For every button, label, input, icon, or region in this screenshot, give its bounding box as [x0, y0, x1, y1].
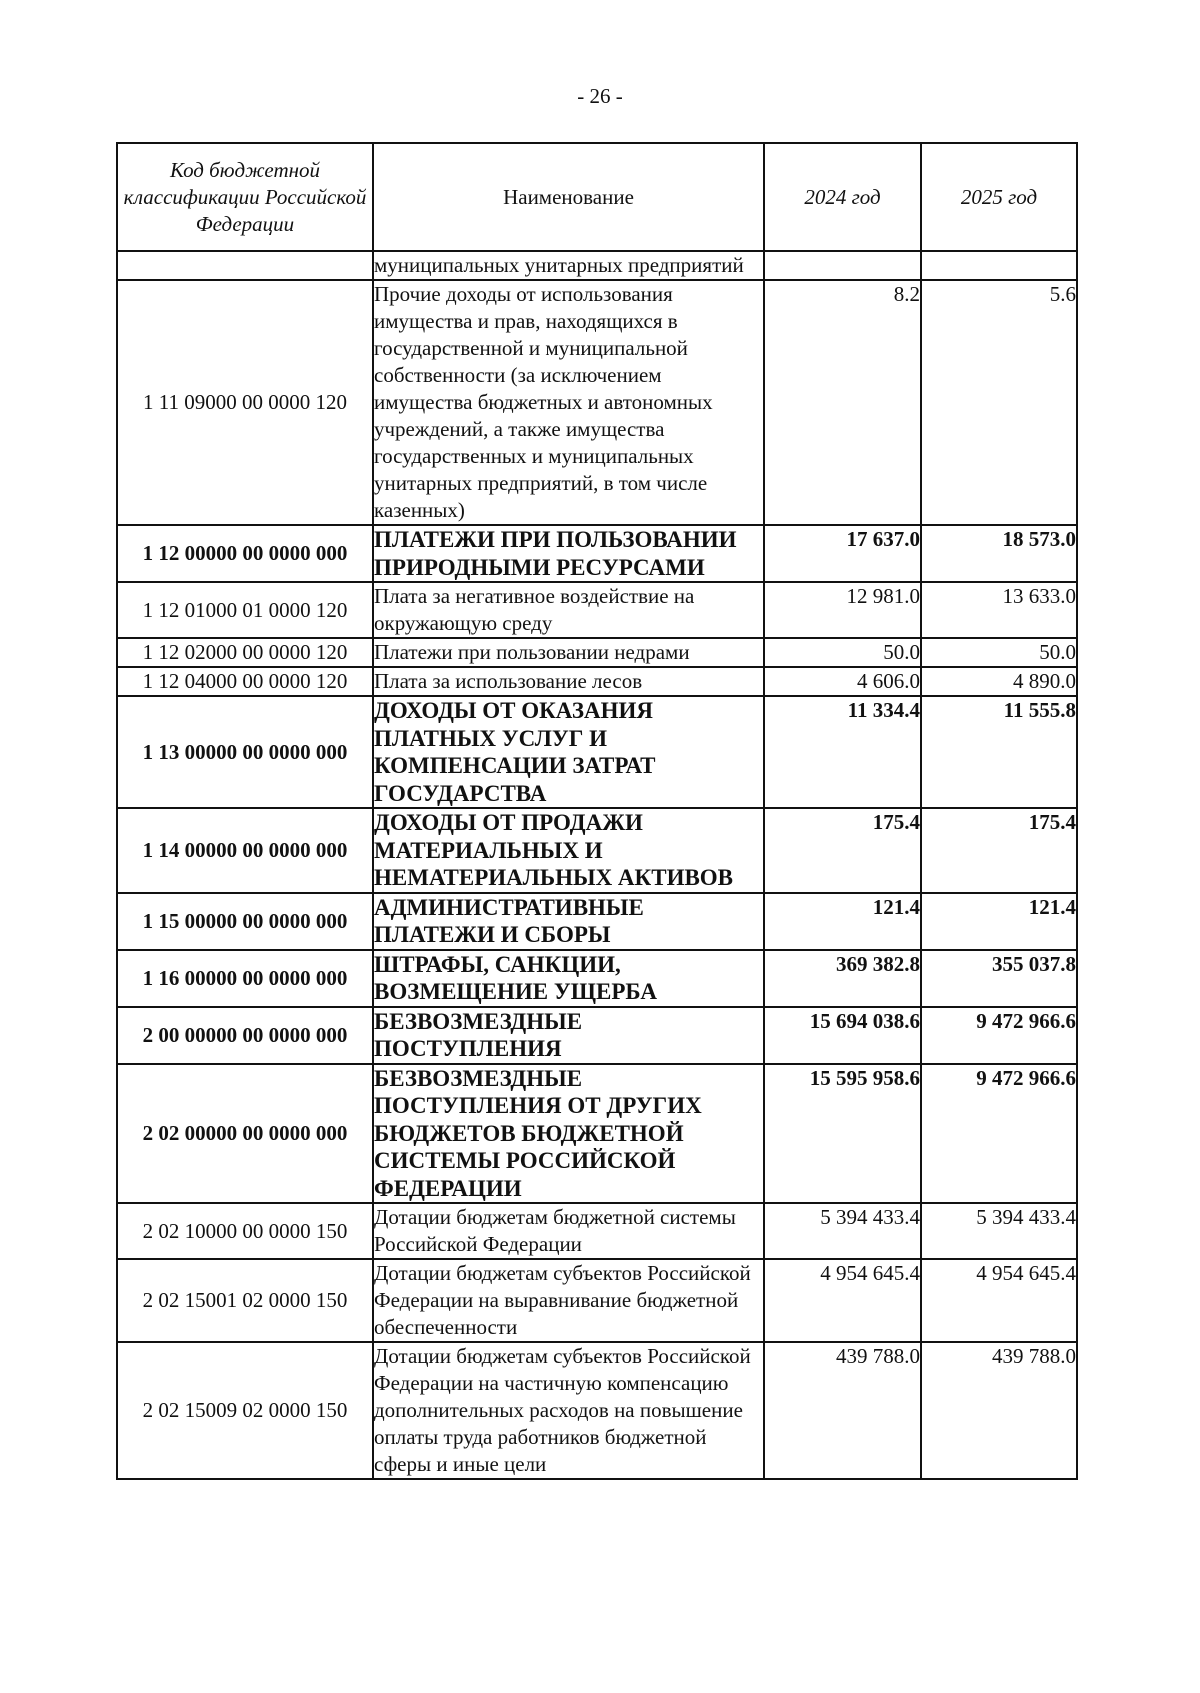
row-name-cell: Дотации бюджетам субъектов Российской Федерации на частичную компенсацию дополнительных расходов на повышение оплаты труда работников бюджетной сферы и иные цели — [373, 1342, 764, 1479]
row-code-cell: 1 16 00000 00 0000 000 — [117, 950, 373, 1007]
table-body — [117, 251, 1077, 1479]
row-2024-value: 15 595 958.6 — [764, 1064, 921, 1204]
row-name-cell: Плата за использование лесов — [373, 667, 764, 696]
table-row — [117, 667, 1077, 696]
row-2024-value: 8.2 — [764, 280, 921, 525]
row-name-cell: Дотации бюджетам субъектов Российской Федерации на выравнивание бюджетной обеспеченности — [373, 1259, 764, 1342]
row-2024-value: 17 637.0 — [764, 525, 921, 582]
row-2025-value: 18 573.0 — [921, 525, 1077, 582]
row-code-cell: 2 02 00000 00 0000 000 — [117, 1064, 373, 1204]
table-row — [117, 280, 1077, 525]
row-name-cell: муниципальных унитарных предприятий — [373, 251, 764, 280]
row-2024-value: 5 394 433.4 — [764, 1203, 921, 1259]
row-name-cell: БЕЗВОЗМЕЗДНЫЕ ПОСТУПЛЕНИЯ ОТ ДРУГИХ БЮДЖЕТОВ БЮДЖЕТНОЙ СИСТЕМЫ РОССИЙСКОЙ ФЕДЕРАЦИИ — [373, 1064, 764, 1204]
row-code-cell: 2 02 15009 02 0000 150 — [117, 1342, 373, 1479]
header-code: Код бюджетной классификации Российской Федерации — [117, 143, 373, 251]
row-code-cell: 1 12 00000 00 0000 000 — [117, 525, 373, 582]
row-2024-value — [764, 251, 921, 280]
row-2024-value: 50.0 — [764, 638, 921, 667]
row-2024-value: 4 954 645.4 — [764, 1259, 921, 1342]
row-code-cell: 1 14 00000 00 0000 000 — [117, 808, 373, 893]
row-2025-value: 50.0 — [921, 638, 1077, 667]
page-number: - 26 - — [577, 84, 623, 108]
row-code-cell: 2 02 15001 02 0000 150 — [117, 1259, 373, 1342]
table-row — [117, 808, 1077, 893]
row-2024-value: 12 981.0 — [764, 582, 921, 638]
table-row — [117, 1259, 1077, 1342]
row-code-cell: 1 15 00000 00 0000 000 — [117, 893, 373, 950]
row-2025-value: 355 037.8 — [921, 950, 1077, 1007]
row-2025-value: 5 394 433.4 — [921, 1203, 1077, 1259]
table-row — [117, 1203, 1077, 1259]
row-2025-value: 121.4 — [921, 893, 1077, 950]
budget-table — [116, 142, 1078, 1480]
row-2025-value: 175.4 — [921, 808, 1077, 893]
row-2025-value: 4 890.0 — [921, 667, 1077, 696]
row-2025-value — [921, 251, 1077, 280]
table-row — [117, 251, 1077, 280]
row-name-cell: БЕЗВОЗМЕЗДНЫЕ ПОСТУПЛЕНИЯ — [373, 1007, 764, 1064]
row-code-cell — [117, 251, 373, 280]
row-code-cell: 1 11 09000 00 0000 120 — [117, 280, 373, 525]
table-row — [117, 950, 1077, 1007]
table-row — [117, 1342, 1077, 1479]
table-row — [117, 1064, 1077, 1204]
row-2024-value: 121.4 — [764, 893, 921, 950]
table-row — [117, 893, 1077, 950]
row-2024-value: 4 606.0 — [764, 667, 921, 696]
row-2024-value: 175.4 — [764, 808, 921, 893]
row-2025-value: 4 954 645.4 — [921, 1259, 1077, 1342]
table-row — [117, 638, 1077, 667]
row-name-cell: Плата за негативное воздействие на окружающую среду — [373, 582, 764, 638]
table-header-row — [117, 143, 1077, 251]
table-row — [117, 696, 1077, 808]
row-name-cell: Платежи при пользовании недрами — [373, 638, 764, 667]
row-2025-value: 13 633.0 — [921, 582, 1077, 638]
row-2025-value: 439 788.0 — [921, 1342, 1077, 1479]
row-2025-value: 9 472 966.6 — [921, 1064, 1077, 1204]
row-name-cell: ШТРАФЫ, САНКЦИИ, ВОЗМЕЩЕНИЕ УЩЕРБА — [373, 950, 764, 1007]
header-name: Наименование — [373, 143, 764, 251]
row-2025-value: 11 555.8 — [921, 696, 1077, 808]
row-name-cell: Дотации бюджетам бюджетной системы Российской Федерации — [373, 1203, 764, 1259]
row-code-cell: 2 02 10000 00 0000 150 — [117, 1203, 373, 1259]
row-2025-value: 5.6 — [921, 280, 1077, 525]
table-row — [117, 1007, 1077, 1064]
header-2024: 2024 год — [764, 143, 921, 251]
row-2025-value: 9 472 966.6 — [921, 1007, 1077, 1064]
row-2024-value: 15 694 038.6 — [764, 1007, 921, 1064]
row-name-cell: Прочие доходы от использования имущества и прав, находящихся в государственной и муниципальной собственности (за исключением имущества бюджетных и автономных учреждений, а также имущества государственных и муниципальных унитарных предприятий, в том числе казенных) — [373, 280, 764, 525]
row-name-cell: ДОХОДЫ ОТ ПРОДАЖИ МАТЕРИАЛЬНЫХ И НЕМАТЕРИАЛЬНЫХ АКТИВОВ — [373, 808, 764, 893]
row-code-cell: 1 13 00000 00 0000 000 — [117, 696, 373, 808]
row-code-cell: 2 00 00000 00 0000 000 — [117, 1007, 373, 1064]
table-row — [117, 525, 1077, 582]
header-2025: 2025 год — [921, 143, 1077, 251]
row-name-cell: ПЛАТЕЖИ ПРИ ПОЛЬЗОВАНИИ ПРИРОДНЫМИ РЕСУРСАМИ — [373, 525, 764, 582]
row-name-cell: ДОХОДЫ ОТ ОКАЗАНИЯ ПЛАТНЫХ УСЛУГ И КОМПЕНСАЦИИ ЗАТРАТ ГОСУДАРСТВА — [373, 696, 764, 808]
row-code-cell: 1 12 04000 00 0000 120 — [117, 667, 373, 696]
row-2024-value: 439 788.0 — [764, 1342, 921, 1479]
row-2024-value: 11 334.4 — [764, 696, 921, 808]
row-code-cell: 1 12 01000 01 0000 120 — [117, 582, 373, 638]
row-2024-value: 369 382.8 — [764, 950, 921, 1007]
table-row — [117, 582, 1077, 638]
row-code-cell: 1 12 02000 00 0000 120 — [117, 638, 373, 667]
row-name-cell: АДМИНИСТРАТИВНЫЕ ПЛАТЕЖИ И СБОРЫ — [373, 893, 764, 950]
